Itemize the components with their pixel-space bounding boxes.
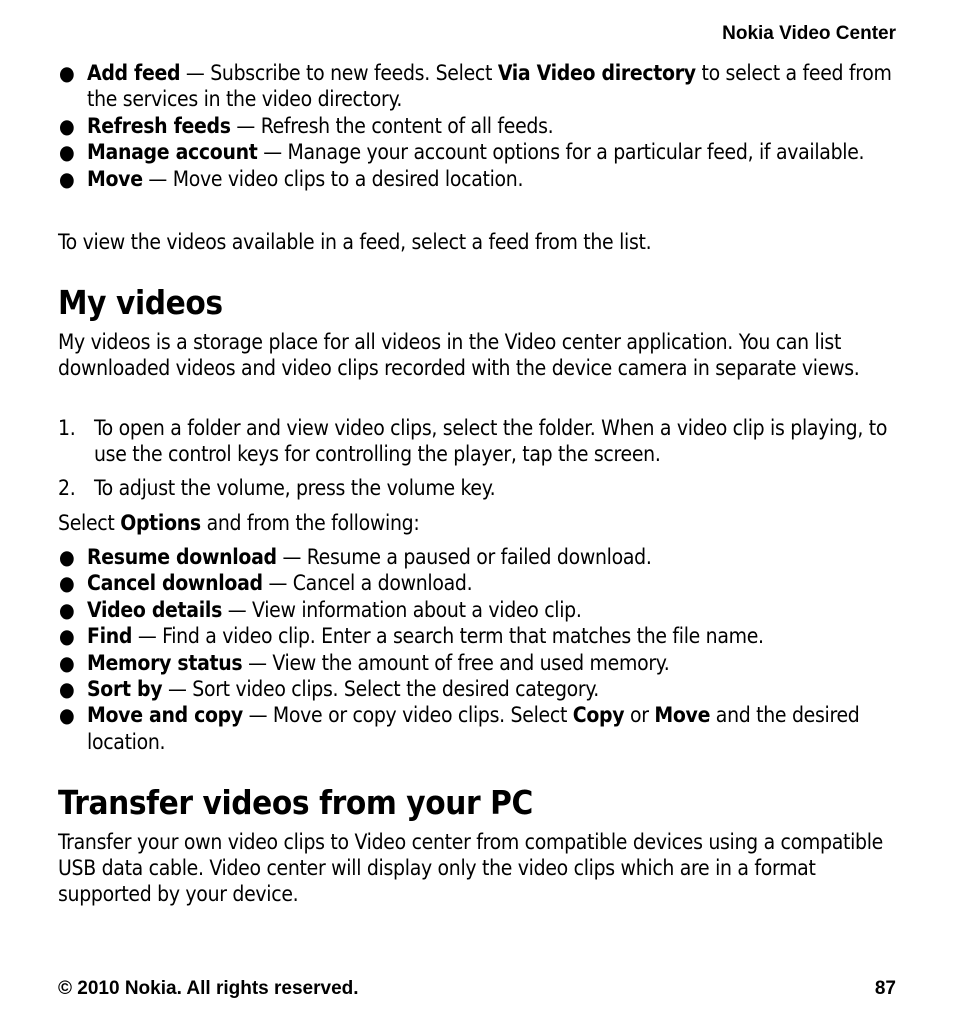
bullet-icon: ● <box>59 166 75 191</box>
option-separator: — <box>132 624 163 649</box>
list-item <box>58 60 896 113</box>
option-description: Find a video clip. Enter a search term that matches the file name. <box>162 624 764 649</box>
option-separator: — <box>276 545 307 569</box>
step-number: 1. <box>58 416 76 440</box>
page-number: 87 <box>874 978 896 999</box>
option-description: Subscribe to new feeds. Select <box>210 61 498 85</box>
running-header: Nokia Video Center <box>722 23 896 44</box>
list-item <box>58 597 896 623</box>
select-prefix: Select <box>58 511 121 535</box>
option-description: View the amount of free and used memory. <box>272 650 670 675</box>
select-options-line <box>58 510 896 536</box>
list-item <box>58 139 896 165</box>
step-item <box>58 415 896 467</box>
bullet-icon: ● <box>59 703 75 728</box>
option-separator: — <box>242 650 273 675</box>
option-term: Find <box>87 624 133 649</box>
list-item <box>58 650 896 676</box>
my-videos-intro: My videos is a storage place for all videos in the Video center application. You can list downloaded videos and video clips recorded with the device camera in separate views. <box>58 330 860 380</box>
option-separator: — <box>230 113 261 138</box>
page-footer <box>58 978 896 1000</box>
option-term: Manage account <box>87 140 258 165</box>
list-item <box>58 702 896 755</box>
option-separator: — <box>162 677 193 702</box>
list-item <box>58 623 896 649</box>
list-item <box>58 113 896 139</box>
list-item <box>58 570 896 596</box>
option-term: Video details <box>87 597 223 622</box>
list-item <box>58 544 896 570</box>
select-suffix: and from the following: <box>200 511 420 535</box>
option-description: to select a feed from the services in the video directory. <box>87 61 892 112</box>
step-text: To open a folder and view video clips, select the folder. When a video clip is playing, to use the control keys for controlling the player, tap the screen. <box>94 416 888 466</box>
option-separator: — <box>222 597 253 622</box>
bullet-icon: ● <box>59 140 75 165</box>
option-description: Refresh the content of all feeds. <box>260 113 554 138</box>
option-separator: — <box>242 703 273 728</box>
option-description: Sort video clips. Select the desired category. <box>192 677 599 702</box>
step-number: 2. <box>58 476 76 500</box>
bullet-icon: ● <box>59 113 75 138</box>
option-description: and the desired location. <box>87 703 860 754</box>
option-description: Resume a paused or failed download. <box>306 545 652 569</box>
bullet-icon: ● <box>59 677 75 702</box>
option-description: Move or copy video clips. Select <box>272 703 573 728</box>
list-item <box>58 676 896 702</box>
section-heading-transfer: Transfer videos from your PC <box>58 783 533 822</box>
option-description: Cancel a download. <box>292 571 473 596</box>
option-separator: — <box>180 61 211 85</box>
bullet-icon: ● <box>59 545 75 569</box>
option-term: Memory status <box>87 650 243 675</box>
option-description: Move video clips to a desired location. <box>172 166 524 191</box>
option-term: Move and copy <box>87 703 243 728</box>
option-emphasis: Copy <box>572 703 625 728</box>
option-description: View information about a video clip. <box>252 597 582 622</box>
feed-options-list <box>58 60 896 192</box>
option-term: Add feed <box>87 61 181 85</box>
my-videos-steps <box>58 415 896 501</box>
feed-note: To view the videos available in a feed, select a feed from the list. <box>58 230 652 254</box>
transfer-text: Transfer your own video clips to Video center from compatible devices using a compatible USB data cable. Video center will display only the video clips which are in a format supported by your device. <box>58 830 883 906</box>
option-emphasis: Move <box>654 703 711 728</box>
list-item <box>58 166 896 192</box>
step-text: To adjust the volume, press the volume key. <box>94 476 496 500</box>
option-term: Move <box>87 166 143 191</box>
step-item <box>58 475 896 501</box>
option-term: Resume download <box>87 545 277 569</box>
my-videos-options-list <box>58 544 896 755</box>
option-term: Refresh feeds <box>87 113 231 138</box>
option-description: Manage your account options for a particular feed, if available. <box>287 140 865 165</box>
bullet-icon: ● <box>59 61 75 85</box>
options-term: Options <box>120 511 201 535</box>
bullet-icon: ● <box>59 624 75 649</box>
option-term: Cancel download <box>87 571 263 596</box>
option-description: or <box>624 703 655 728</box>
copyright-notice: © 2010 Nokia. All rights reserved. <box>58 978 359 999</box>
option-separator: — <box>142 166 173 191</box>
bullet-icon: ● <box>59 650 75 675</box>
option-emphasis: Via Video directory <box>497 61 696 85</box>
section-heading-my-videos: My videos <box>58 283 223 322</box>
option-separator: — <box>262 571 293 596</box>
option-separator: — <box>257 140 288 165</box>
bullet-icon: ● <box>59 597 75 622</box>
option-term: Sort by <box>87 677 163 702</box>
bullet-icon: ● <box>59 571 75 596</box>
